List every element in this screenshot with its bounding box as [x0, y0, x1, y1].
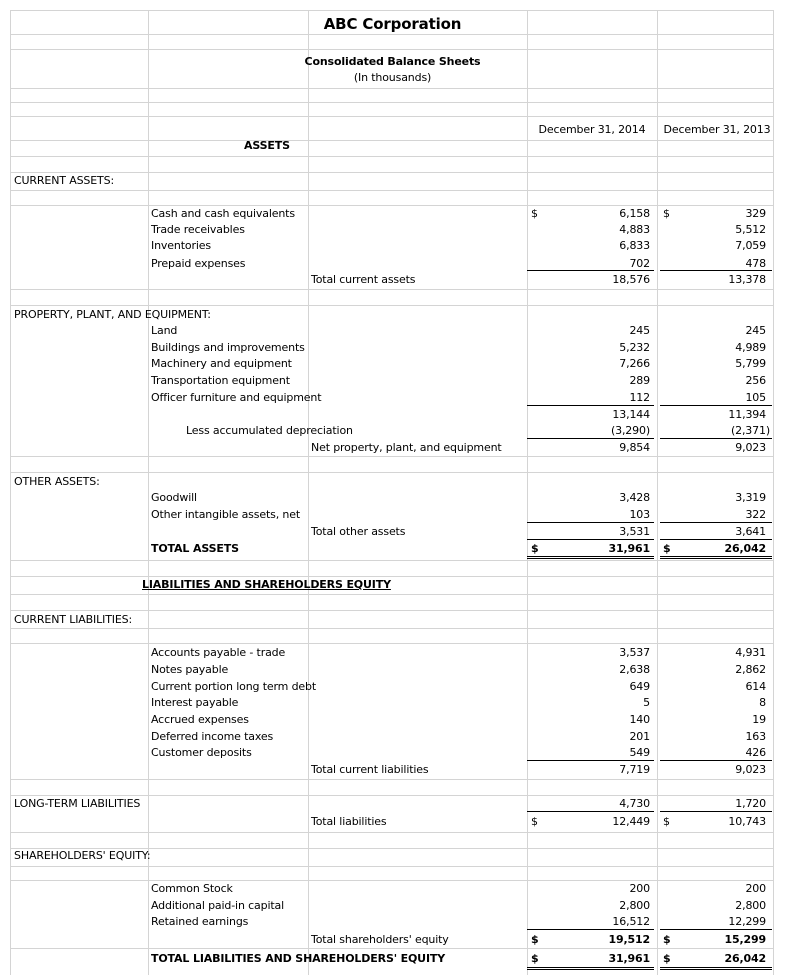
row-label: Additional paid-in capital: [151, 899, 285, 912]
value-2014: 19,512: [608, 933, 650, 946]
value-2014: 649: [629, 680, 650, 693]
value-2013: 2,862: [735, 663, 766, 676]
value-2013: 19: [752, 713, 766, 726]
gridline-vertical: [527, 10, 528, 975]
value-2013: 322: [745, 508, 766, 521]
row-label: Total current liabilities: [311, 763, 429, 776]
dollar-sign: $: [531, 952, 539, 965]
gridline-vertical: [148, 10, 149, 975]
value-2014: 140: [629, 713, 650, 726]
row-label: Other intangible assets, net: [151, 508, 300, 521]
dollar-sign: $: [663, 952, 671, 965]
value-2014: 31,961: [608, 952, 650, 965]
row-label: Less accumulated depreciation: [186, 424, 353, 437]
statement-title: Consolidated Balance Sheets: [304, 55, 481, 68]
underline-rule: [527, 760, 654, 761]
gridline-horizontal: [10, 643, 773, 644]
gridline-horizontal: [10, 172, 773, 173]
dollar-sign: $: [531, 207, 538, 220]
value-2013: 200: [745, 882, 766, 895]
row-label: Machinery and equipment: [151, 357, 292, 370]
value-2014: 3,537: [619, 646, 650, 659]
value-2013: 15,299: [724, 933, 766, 946]
row-label: Land: [151, 324, 178, 337]
value-2013: 5,799: [735, 357, 766, 370]
gridline-horizontal: [10, 560, 773, 561]
gridline-horizontal: [10, 140, 773, 141]
gridline-horizontal: [10, 190, 773, 191]
row-label: Total shareholders' equity: [311, 933, 449, 946]
row-label: Customer deposits: [151, 746, 252, 759]
underline-rule: [660, 929, 772, 930]
value-2014: 6,158: [619, 207, 650, 220]
gridline-horizontal: [10, 610, 773, 611]
row-label: Current portion long term debt: [151, 680, 317, 693]
value-2014: 12,449: [612, 815, 650, 828]
row-label: Prepaid expenses: [151, 257, 246, 270]
double-underline: [527, 556, 654, 559]
gridline-horizontal: [10, 34, 773, 35]
value-2014: 16,512: [612, 915, 650, 928]
value-2013: 12,299: [728, 915, 766, 928]
value-2014: 3,531: [619, 525, 650, 538]
value-2014: 5: [643, 696, 650, 709]
value-2013: 3,319: [735, 491, 766, 504]
value-2014: 9,854: [619, 441, 650, 454]
gridline-horizontal: [10, 576, 773, 577]
value-2013: 9,023: [735, 441, 766, 454]
value-2014: 201: [629, 730, 650, 743]
value-2014: 289: [629, 374, 650, 387]
value-2014: 245: [629, 324, 650, 337]
value-2013: 163: [745, 730, 766, 743]
section-label-current-assets: CURRENT ASSETS:: [14, 174, 115, 187]
value-2013: 7,059: [735, 239, 766, 252]
dollar-sign: $: [663, 815, 670, 828]
value-2013: 10,743: [728, 815, 766, 828]
value-2014: 7,266: [619, 357, 650, 370]
gridline-horizontal: [10, 628, 773, 629]
row-label: Accounts payable - trade: [151, 646, 286, 659]
value-2013: 245: [745, 324, 766, 337]
row-label: Inventories: [151, 239, 211, 252]
gridline-horizontal: [10, 594, 773, 595]
gridline-horizontal: [10, 102, 773, 103]
double-underline: [660, 967, 772, 970]
dollar-sign: $: [663, 207, 670, 220]
gridline-horizontal: [10, 779, 773, 780]
value-2013: 105: [745, 391, 766, 404]
gridline-horizontal: [10, 832, 773, 833]
gridline-vertical: [10, 10, 11, 975]
section-label-other-assets: OTHER ASSETS:: [14, 475, 100, 488]
gridline-horizontal: [10, 866, 773, 867]
row-label: Notes payable: [151, 663, 229, 676]
column-header-2014: December 31, 2014: [538, 123, 646, 136]
row-label: Accrued expenses: [151, 713, 249, 726]
row-label: Total other assets: [311, 525, 406, 538]
gridline-horizontal: [10, 156, 773, 157]
underline-rule: [660, 539, 772, 540]
row-label: Deferred income taxes: [151, 730, 274, 743]
value-2013: 4,989: [735, 341, 766, 354]
value-2013: (2,371): [730, 424, 770, 437]
row-label: Cash and cash equivalents: [151, 207, 295, 220]
row-label: Interest payable: [151, 696, 239, 709]
gridline-horizontal: [10, 88, 773, 89]
gridline-horizontal: [10, 305, 773, 306]
gridline-horizontal: [10, 205, 773, 206]
value-2013: 478: [745, 257, 766, 270]
value-2013: 26,042: [724, 952, 766, 965]
value-2013: 256: [745, 374, 766, 387]
gridline-horizontal: [10, 289, 773, 290]
company-title: ABC Corporation: [323, 15, 462, 33]
value-2014: 4,730: [619, 797, 650, 810]
gridline-horizontal: [10, 116, 773, 117]
value-2014: 4,883: [619, 223, 650, 236]
section-label-long-term-liabilities: LONG-TERM LIABILITIES: [14, 797, 141, 810]
row-label: Common Stock: [151, 882, 233, 895]
value-2013: 426: [745, 746, 766, 759]
gridline-horizontal: [10, 795, 773, 796]
row-label: TOTAL LIABILITIES AND SHAREHOLDERS' EQUITY: [151, 952, 446, 965]
section-label-shareholders-equity: SHAREHOLDERS' EQUITY:: [14, 849, 151, 862]
value-2013: 26,042: [724, 542, 766, 555]
gridline-vertical: [773, 10, 774, 975]
value-2014: 3,428: [619, 491, 650, 504]
value-2013: 614: [745, 680, 766, 693]
value-2014: 7,719: [619, 763, 650, 776]
value-2013: 8: [759, 696, 766, 709]
underline-rule: [660, 405, 772, 406]
underline-rule: [527, 438, 654, 439]
underline-rule: [660, 438, 772, 439]
value-2014: 103: [629, 508, 650, 521]
value-2014: 2,638: [619, 663, 650, 676]
units-note: (In thousands): [353, 71, 432, 84]
dollar-sign: $: [663, 542, 671, 555]
value-2013: 11,394: [728, 408, 766, 421]
section-label-current-liabilities: CURRENT LIABILITIES:: [14, 613, 133, 626]
gridline-horizontal: [10, 456, 773, 457]
underline-rule: [527, 405, 654, 406]
row-label: Total liabilities: [311, 815, 387, 828]
value-2013: 13,378: [728, 273, 766, 286]
value-2013: 1,720: [735, 797, 766, 810]
value-2014: 112: [629, 391, 650, 404]
gridline-horizontal: [10, 472, 773, 473]
value-2014: 31,961: [608, 542, 650, 555]
row-label: Retained earnings: [151, 915, 249, 928]
underline-rule: [660, 522, 772, 523]
row-label: Trade receivables: [151, 223, 245, 236]
gridline-horizontal: [10, 948, 773, 949]
dollar-sign: $: [531, 933, 539, 946]
gridline-vertical: [657, 10, 658, 975]
value-2014: (3,290): [610, 424, 650, 437]
value-2014: 200: [629, 882, 650, 895]
dollar-sign: $: [531, 815, 538, 828]
value-2014: 2,800: [619, 899, 650, 912]
value-2013: 3,641: [735, 525, 766, 538]
underline-rule: [527, 929, 654, 930]
row-label: Officer furniture and equipment: [151, 391, 322, 404]
row-label: Net property, plant, and equipment: [311, 441, 502, 454]
value-2013: 329: [745, 207, 766, 220]
underline-rule: [527, 522, 654, 523]
row-label: Buildings and improvements: [151, 341, 305, 354]
gridline-horizontal: [10, 10, 773, 11]
liabilities-heading: LIABILITIES AND SHAREHOLDERS EQUITY: [142, 578, 391, 591]
value-2013: 5,512: [735, 223, 766, 236]
dollar-sign: $: [663, 933, 671, 946]
gridline-vertical: [308, 10, 309, 975]
gridline-horizontal: [10, 49, 773, 50]
value-2013: 9,023: [735, 763, 766, 776]
underline-rule: [527, 270, 654, 271]
underline-rule: [660, 760, 772, 761]
underline-rule: [660, 270, 772, 271]
dollar-sign: $: [531, 542, 539, 555]
value-2014: 6,833: [619, 239, 650, 252]
value-2014: 18,576: [612, 273, 650, 286]
row-label: TOTAL ASSETS: [151, 542, 239, 555]
column-header-2013: December 31, 2013: [663, 123, 771, 136]
section-label-ppe: PROPERTY, PLANT, AND EQUIPMENT:: [14, 308, 211, 321]
value-2014: 702: [629, 257, 650, 270]
double-underline: [527, 967, 654, 970]
row-label: Total current assets: [311, 273, 416, 286]
row-label: Transportation equipment: [151, 374, 290, 387]
value-2014: 13,144: [612, 408, 650, 421]
underline-rule: [660, 811, 772, 812]
value-2013: 2,800: [735, 899, 766, 912]
underline-rule: [527, 811, 654, 812]
underline-rule: [527, 539, 654, 540]
value-2014: 5,232: [619, 341, 650, 354]
gridline-horizontal: [10, 880, 773, 881]
value-2013: 4,931: [735, 646, 766, 659]
row-label: Goodwill: [151, 491, 197, 504]
double-underline: [660, 556, 772, 559]
assets-heading: ASSETS: [244, 139, 290, 152]
value-2014: 549: [629, 746, 650, 759]
